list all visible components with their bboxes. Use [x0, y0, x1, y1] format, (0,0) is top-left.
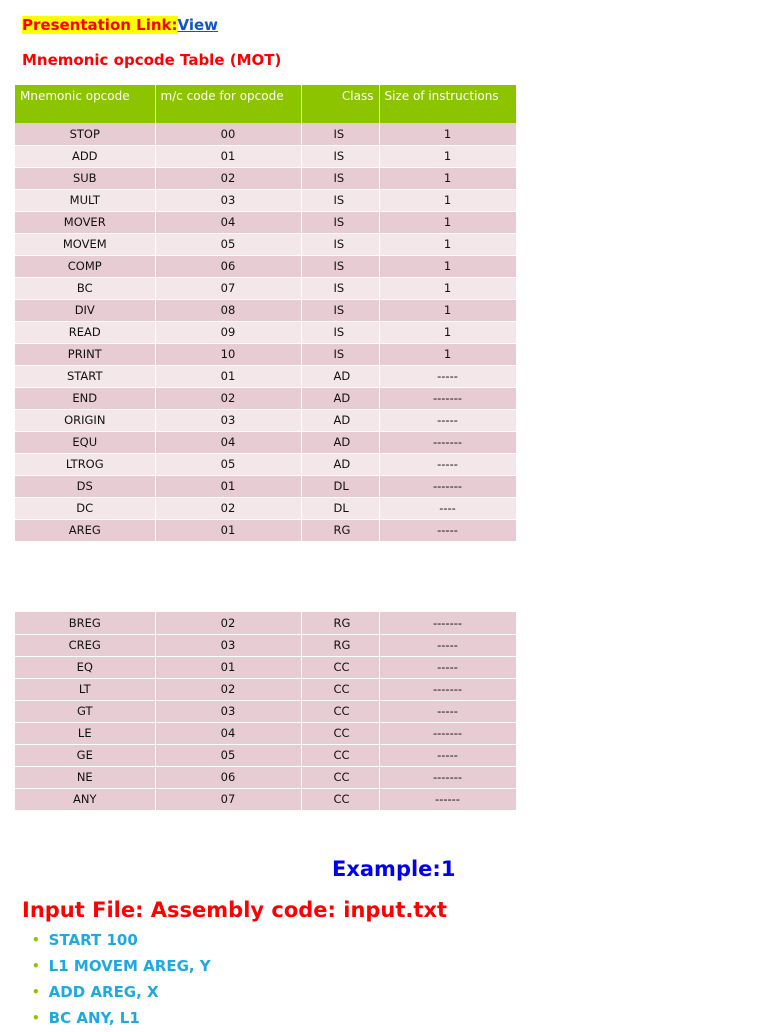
cell-size: -----: [379, 744, 516, 766]
cell-mnemonic: MOVEM: [15, 233, 155, 255]
cell-size: 1: [379, 321, 516, 343]
header-class: Class: [301, 85, 379, 123]
mot-header-row: [15, 85, 516, 123]
cell-class: IS: [301, 255, 379, 277]
cell-size: -------: [379, 387, 516, 409]
bullet-icon: •: [32, 1011, 40, 1025]
table-row: [15, 123, 516, 145]
cell-class: RG: [301, 612, 379, 634]
cell-size: 1: [379, 233, 516, 255]
cell-class: CC: [301, 678, 379, 700]
view-link[interactable]: View: [177, 16, 219, 34]
cell-mnemonic: CREG: [15, 634, 155, 656]
header-size: Size of instructions: [379, 85, 516, 123]
cell-mnemonic: EQU: [15, 431, 155, 453]
cell-mnemonic: SUB: [15, 167, 155, 189]
code-line: [32, 980, 211, 1006]
cell-mnemonic: MULT: [15, 189, 155, 211]
cell-size: -----: [379, 656, 516, 678]
cell-mc-code: 04: [155, 722, 301, 744]
bullet-icon: •: [32, 985, 40, 999]
cell-class: AD: [301, 409, 379, 431]
cell-mnemonic: STOP: [15, 123, 155, 145]
cell-size: -------: [379, 431, 516, 453]
cell-size: 1: [379, 145, 516, 167]
input-file-title: Input File: Assembly code: input.txt: [22, 898, 448, 922]
table-row: [15, 766, 516, 788]
cell-size: -------: [379, 766, 516, 788]
cell-class: AD: [301, 387, 379, 409]
table-row: [15, 299, 516, 321]
cell-mc-code: 09: [155, 321, 301, 343]
cell-mc-code: 00: [155, 123, 301, 145]
cell-mnemonic: AREG: [15, 519, 155, 541]
cell-mnemonic: ANY: [15, 788, 155, 810]
cell-mc-code: 01: [155, 475, 301, 497]
cell-size: -------: [379, 722, 516, 744]
table-row: [15, 788, 516, 810]
cell-mc-code: 03: [155, 409, 301, 431]
header-mnemonic-opcode: Mnemonic opcode: [15, 85, 155, 123]
cell-mnemonic: EQ: [15, 656, 155, 678]
cell-mc-code: 03: [155, 189, 301, 211]
presentation-link-label: Presentation Link:: [22, 16, 178, 34]
table-row: [15, 409, 516, 431]
cell-mc-code: 04: [155, 211, 301, 233]
cell-size: ------: [379, 788, 516, 810]
cell-mnemonic: PRINT: [15, 343, 155, 365]
cell-class: IS: [301, 277, 379, 299]
table-row: [15, 744, 516, 766]
code-line: [32, 928, 211, 954]
table-row: [15, 343, 516, 365]
cell-mc-code: 07: [155, 277, 301, 299]
cell-mnemonic: BREG: [15, 612, 155, 634]
cell-class: IS: [301, 211, 379, 233]
table-row: [15, 365, 516, 387]
cell-size: 1: [379, 299, 516, 321]
table-row: [15, 612, 516, 634]
cell-class: IS: [301, 343, 379, 365]
table-row: [15, 497, 516, 519]
code-line-text: START 100: [48, 931, 138, 949]
cell-class: AD: [301, 431, 379, 453]
cell-size: 1: [379, 123, 516, 145]
cell-mnemonic: BC: [15, 277, 155, 299]
cell-mnemonic: ORIGIN: [15, 409, 155, 431]
cell-size: -------: [379, 475, 516, 497]
cell-class: CC: [301, 700, 379, 722]
cell-mc-code: 04: [155, 431, 301, 453]
cell-size: 1: [379, 277, 516, 299]
cell-size: -----: [379, 634, 516, 656]
cell-mc-code: 01: [155, 145, 301, 167]
cell-mc-code: 01: [155, 365, 301, 387]
mot-heading: Mnemonic opcode Table (MOT): [22, 51, 282, 69]
cell-size: -------: [379, 678, 516, 700]
cell-mc-code: 06: [155, 255, 301, 277]
cell-mnemonic: READ: [15, 321, 155, 343]
cell-class: IS: [301, 145, 379, 167]
cell-class: CC: [301, 766, 379, 788]
cell-class: AD: [301, 365, 379, 387]
cell-mnemonic: COMP: [15, 255, 155, 277]
cell-class: IS: [301, 321, 379, 343]
cell-size: 1: [379, 189, 516, 211]
cell-mc-code: 01: [155, 519, 301, 541]
mot-table-continued: [15, 612, 517, 811]
cell-mnemonic: GE: [15, 744, 155, 766]
cell-mc-code: 02: [155, 497, 301, 519]
table-row: [15, 634, 516, 656]
code-line-text: ADD AREG, X: [48, 983, 159, 1001]
bullet-icon: •: [32, 933, 40, 947]
table-row: [15, 453, 516, 475]
cell-class: IS: [301, 299, 379, 321]
cell-mc-code: 03: [155, 700, 301, 722]
cell-mnemonic: LTROG: [15, 453, 155, 475]
table-row: [15, 700, 516, 722]
cell-mc-code: 10: [155, 343, 301, 365]
cell-mnemonic: LT: [15, 678, 155, 700]
table-row: [15, 431, 516, 453]
code-line-text: L1 MOVEM AREG, Y: [48, 957, 211, 975]
cell-size: 1: [379, 343, 516, 365]
code-line: [32, 954, 211, 980]
cell-class: CC: [301, 788, 379, 810]
cell-class: DL: [301, 475, 379, 497]
table-row: [15, 519, 516, 541]
cell-mc-code: 05: [155, 453, 301, 475]
bullet-icon: •: [32, 959, 40, 973]
cell-mc-code: 08: [155, 299, 301, 321]
table-row: [15, 277, 516, 299]
table-row: [15, 255, 516, 277]
cell-class: CC: [301, 656, 379, 678]
cell-mnemonic: END: [15, 387, 155, 409]
cell-mnemonic: START: [15, 365, 155, 387]
cell-mc-code: 01: [155, 656, 301, 678]
cell-mc-code: 02: [155, 612, 301, 634]
table-row: [15, 387, 516, 409]
table-row: [15, 167, 516, 189]
header-mc-code: m/c code for opcode: [155, 85, 301, 123]
table-row: [15, 189, 516, 211]
cell-mnemonic: DC: [15, 497, 155, 519]
table-row: [15, 475, 516, 497]
cell-class: CC: [301, 744, 379, 766]
cell-mc-code: 02: [155, 167, 301, 189]
code-line-text: BC ANY, L1: [48, 1009, 140, 1027]
cell-size: -----: [379, 519, 516, 541]
cell-mnemonic: LE: [15, 722, 155, 744]
cell-mnemonic: DS: [15, 475, 155, 497]
example-title: Example:1: [332, 857, 456, 881]
table-row: [15, 321, 516, 343]
cell-class: RG: [301, 634, 379, 656]
cell-size: -----: [379, 453, 516, 475]
assembly-code-list: [32, 928, 211, 1032]
cell-mnemonic: DIV: [15, 299, 155, 321]
cell-class: IS: [301, 167, 379, 189]
cell-mnemonic: MOVER: [15, 211, 155, 233]
cell-mc-code: 02: [155, 387, 301, 409]
table-row: [15, 211, 516, 233]
mot-table: [15, 85, 517, 542]
cell-size: ----: [379, 497, 516, 519]
cell-class: IS: [301, 233, 379, 255]
cell-mc-code: 02: [155, 678, 301, 700]
table-row: [15, 145, 516, 167]
cell-mnemonic: ADD: [15, 145, 155, 167]
cell-mc-code: 06: [155, 766, 301, 788]
code-line: [32, 1006, 211, 1032]
table-row: [15, 678, 516, 700]
cell-mc-code: 05: [155, 233, 301, 255]
cell-size: -----: [379, 700, 516, 722]
cell-size: 1: [379, 167, 516, 189]
cell-size: -----: [379, 409, 516, 431]
presentation-link-line: [22, 16, 218, 34]
cell-size: -------: [379, 612, 516, 634]
cell-size: 1: [379, 255, 516, 277]
cell-class: RG: [301, 519, 379, 541]
table-row: [15, 656, 516, 678]
cell-class: IS: [301, 189, 379, 211]
table-row: [15, 722, 516, 744]
cell-size: 1: [379, 211, 516, 233]
cell-class: AD: [301, 453, 379, 475]
cell-mnemonic: GT: [15, 700, 155, 722]
cell-class: CC: [301, 722, 379, 744]
cell-class: DL: [301, 497, 379, 519]
cell-size: -----: [379, 365, 516, 387]
cell-mc-code: 03: [155, 634, 301, 656]
cell-mc-code: 05: [155, 744, 301, 766]
cell-mnemonic: NE: [15, 766, 155, 788]
table-row: [15, 233, 516, 255]
cell-class: IS: [301, 123, 379, 145]
cell-mc-code: 07: [155, 788, 301, 810]
